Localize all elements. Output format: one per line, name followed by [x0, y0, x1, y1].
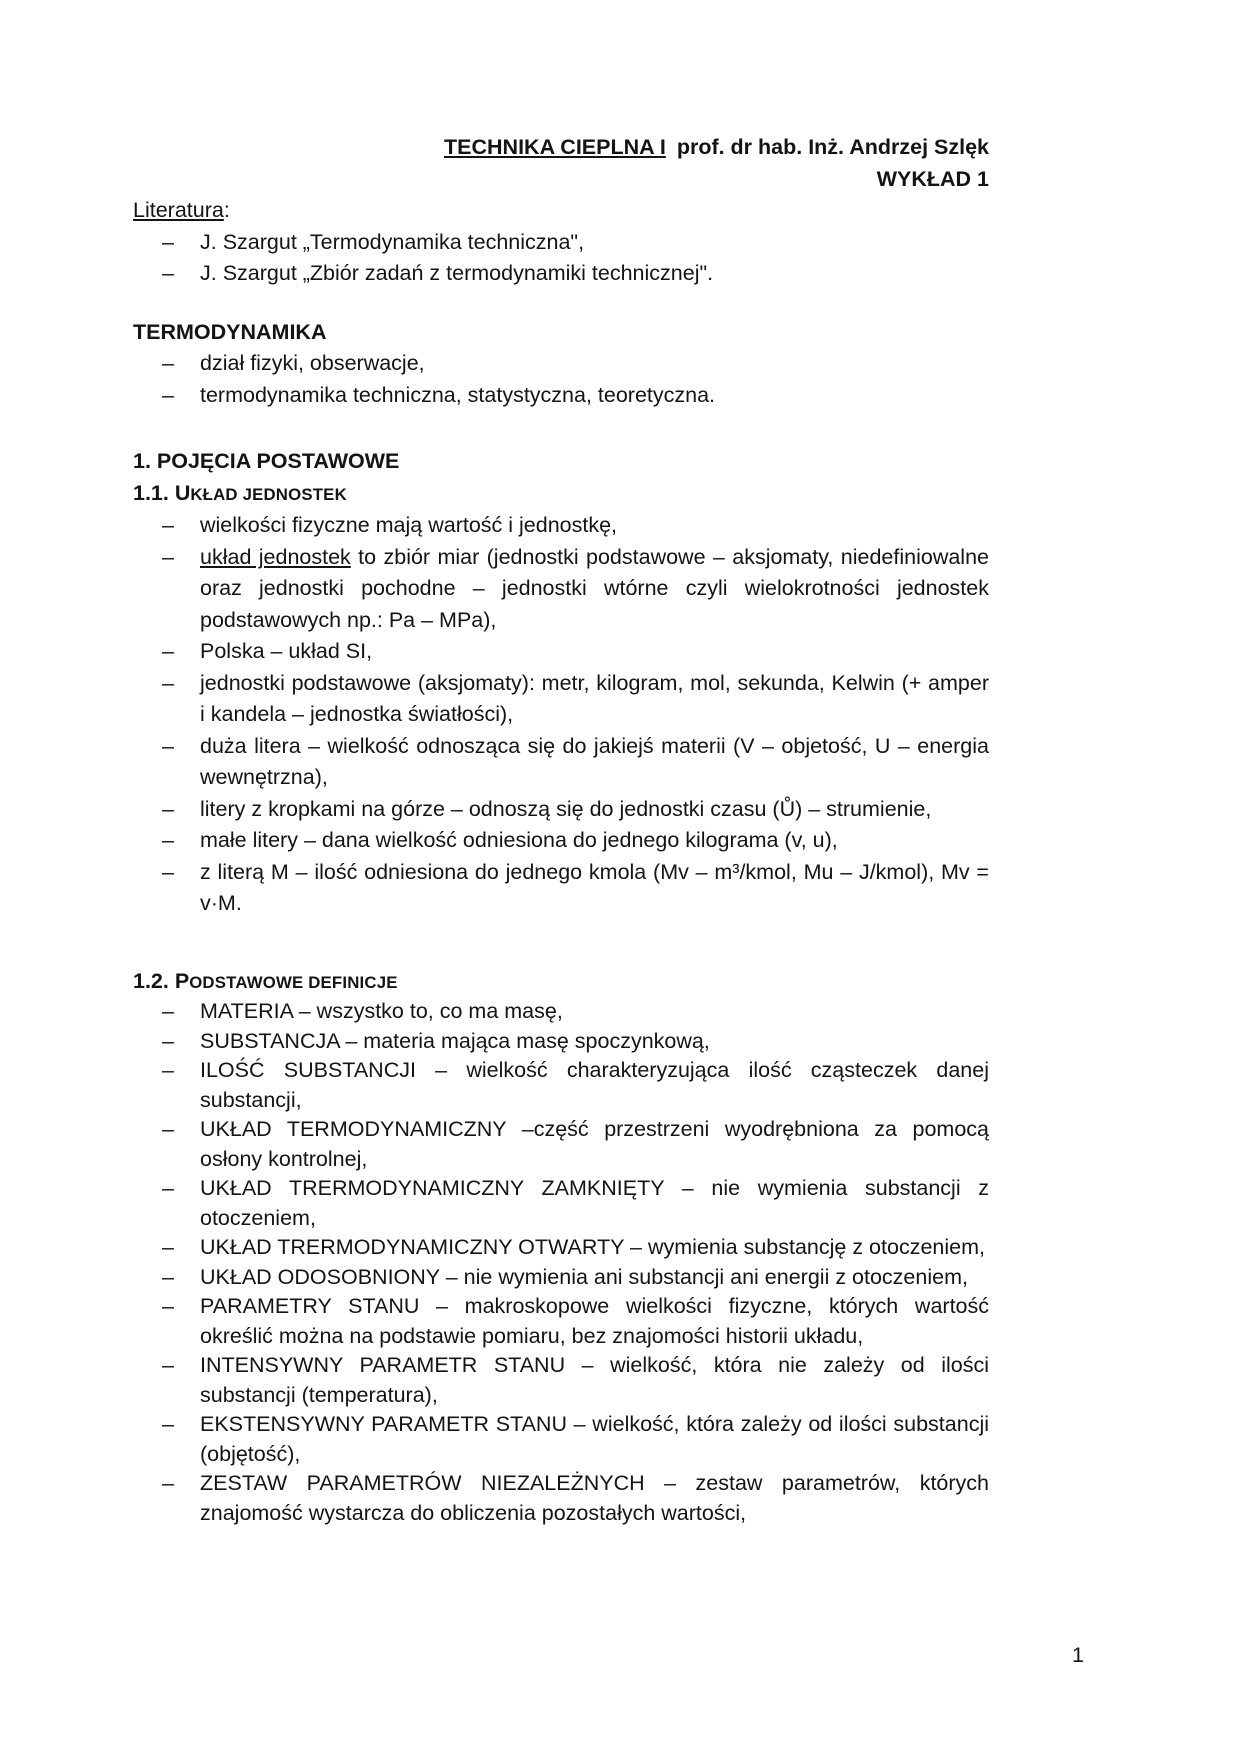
list-item — [162, 794, 989, 826]
section-1 — [133, 446, 989, 920]
list-item-text: z literą M – ilość odniesiona do jednego kmola (Mv – m³/kmol, Mu – J/kmol), Mv = v·M. — [200, 859, 989, 915]
bullet-dash: – — [162, 1471, 174, 1495]
header-title-line — [133, 132, 989, 164]
literatura-section — [133, 195, 989, 290]
list-item-text: litery z kropkami na górze – odnoszą się do jednostki czasu (Ů) – strumienie, — [200, 796, 932, 821]
list-item — [162, 1115, 989, 1174]
list-item — [162, 348, 989, 380]
section-1-1-heading — [133, 478, 989, 511]
section-1-1-list — [133, 510, 989, 920]
list-item — [162, 380, 989, 412]
list-item-text: UKŁAD TRERMODYNAMICZNY ZAMKNIĘTY – nie wymienia substancji z otoczeniem, — [200, 1176, 989, 1230]
list-item — [162, 825, 989, 857]
list-item-text: ILOŚĆ SUBSTANCJI – wielkość charakteryzująca ilość cząsteczek danej substancji, — [200, 1058, 989, 1112]
list-item-text: PARAMETRY STANU – makroskopowe wielkości fizyczne, których wartość określić można na podstawie pomiaru, bez znajomości historii układu, — [200, 1294, 989, 1348]
heading-smallcaps: KŁAD JEDNOSTEK — [190, 484, 347, 504]
list-item-text: J. Szargut „Zbiór zadań z termodynamiki technicznej". — [200, 261, 714, 285]
list-item-text: Polska – układ SI, — [200, 639, 373, 663]
section-1-2 — [133, 967, 989, 1529]
heading-smallcaps: ODSTAWOWE DEFINICJE — [189, 972, 398, 992]
course-title: TECHNIKA CIEPLNA I — [444, 135, 666, 159]
list-item-text: małe litery – dana wielkość odniesiona do jednego kilograma (v, u), — [200, 828, 838, 852]
bullet-dash: – — [162, 999, 174, 1023]
list-item-text: UKŁAD TERMODYNAMICZNY –część przestrzeni wyodrębniona za pomocą osłony kontrolnej, — [200, 1117, 989, 1171]
list-item — [162, 1233, 989, 1263]
bullet-dash: – — [162, 351, 174, 375]
bullet-dash: – — [162, 828, 174, 852]
page-number: 1 — [1072, 1643, 1084, 1667]
bullet-dash: – — [162, 1028, 174, 1053]
literatura-heading: Literatura — [133, 198, 224, 222]
list-item — [162, 857, 989, 920]
termodynamika-heading: TERMODYNAMIKA — [133, 319, 327, 344]
list-item-text: J. Szargut „Termodynamika techniczna", — [200, 229, 585, 254]
list-item — [162, 1056, 989, 1115]
bullet-dash: – — [162, 1117, 174, 1141]
list-item-text: jednostki podstawowe (aksjomaty): metr, kilogram, mol, sekunda, Kelwin (+ amper i kandela – jednostka światłości), — [200, 670, 989, 726]
bullet-dash: – — [162, 1412, 174, 1436]
bullet-dash: – — [162, 261, 174, 285]
list-item-text: duża litera – wielkość odnosząca się do jakiejś materii (V – objetość, U – energia wewnętrzna), — [200, 733, 989, 789]
list-item-text: UKŁAD ODOSOBNIONY – nie wymienia ani substancji ani energii z otoczeniem, — [200, 1264, 968, 1289]
bullet-dash: – — [162, 1353, 174, 1377]
lecturer-name: prof. dr hab. Inż. Andrzej Szlęk — [676, 135, 989, 159]
list-item — [162, 1351, 989, 1410]
document-header — [133, 132, 989, 195]
list-item-text: to zbiór miar (jednostki podstawowe – aksjomaty, niedefiniowalne oraz jednostki pochodne – jednostki wtórne czyli wielokrotności jednostek podstawowych np.: Pa – MPa), — [200, 544, 989, 632]
list-item — [162, 258, 989, 290]
bullet-dash: – — [162, 513, 174, 537]
bullet-dash: – — [162, 859, 174, 884]
bullet-dash: – — [162, 670, 174, 695]
list-item — [162, 542, 989, 637]
list-item — [162, 1292, 989, 1351]
bullet-dash: – — [162, 1294, 174, 1318]
list-item-text: ZESTAW PARAMETRÓW NIEZALEŻNYCH – zestaw parametrów, których znajomość wystarcza do obliczenia pozostałych wartości, — [200, 1471, 989, 1525]
list-item — [162, 510, 989, 542]
bullet-dash: – — [162, 639, 174, 663]
list-item — [162, 1174, 989, 1233]
literatura-heading-line — [133, 195, 989, 227]
bullet-dash: – — [162, 796, 174, 821]
heading-lead: 1.1. U — [133, 480, 191, 505]
section-1-heading: 1. POJĘCIA POSTAWOWE — [133, 449, 400, 473]
list-item — [162, 636, 989, 668]
list-item — [162, 668, 989, 731]
document-content — [133, 132, 989, 1528]
list-item — [162, 1410, 989, 1469]
list-item — [162, 1469, 989, 1528]
bullet-dash: – — [162, 1058, 174, 1082]
list-item — [162, 1027, 989, 1057]
list-item — [162, 1263, 989, 1293]
list-item-text: termodynamika techniczna, statystyczna, teoretyczna. — [200, 382, 716, 407]
bullet-dash: – — [162, 1176, 174, 1200]
bullet-dash: – — [162, 544, 174, 569]
lecture-number: WYKŁAD 1 — [876, 166, 989, 191]
list-item-text: EKSTENSYWNY PARAMETR STANU – wielkość, która zależy od ilości substancji (objętość), — [200, 1412, 989, 1466]
list-item-text: MATERIA – wszystko to, co ma masę, — [200, 999, 563, 1023]
bullet-dash: – — [162, 382, 174, 407]
section-1-1 — [133, 478, 989, 920]
heading-lead: 1.2. P — [133, 968, 190, 993]
list-item-text: dział fizyki, obserwacje, — [200, 351, 425, 375]
list-item-text: SUBSTANCJA – materia mająca masę spoczynkową, — [200, 1028, 710, 1053]
bullet-dash: – — [162, 1235, 174, 1259]
termodynamika-list — [133, 348, 989, 411]
list-item — [162, 997, 989, 1027]
list-item-text: UKŁAD TRERMODYNAMICZNY OTWARTY – wymienia substancję z otoczeniem, — [200, 1235, 985, 1259]
bullet-dash: – — [162, 229, 174, 254]
list-item-underlined-term: układ jednostek — [200, 544, 351, 569]
termodynamika-section — [133, 317, 989, 412]
bullet-dash: – — [162, 1264, 174, 1289]
section-1-2-heading — [133, 967, 989, 998]
list-item — [162, 227, 989, 259]
list-item — [162, 731, 989, 794]
list-item-text: wielkości fizyczne mają wartość i jednostkę, — [200, 513, 618, 537]
bullet-dash: – — [162, 733, 174, 758]
literatura-list — [133, 227, 989, 290]
list-item-text: INTENSYWNY PARAMETR STANU – wielkość, która nie zależy od ilości substancji (temperatura), — [200, 1353, 989, 1407]
section-1-2-list — [133, 997, 989, 1528]
literatura-heading-colon: : — [223, 198, 230, 222]
